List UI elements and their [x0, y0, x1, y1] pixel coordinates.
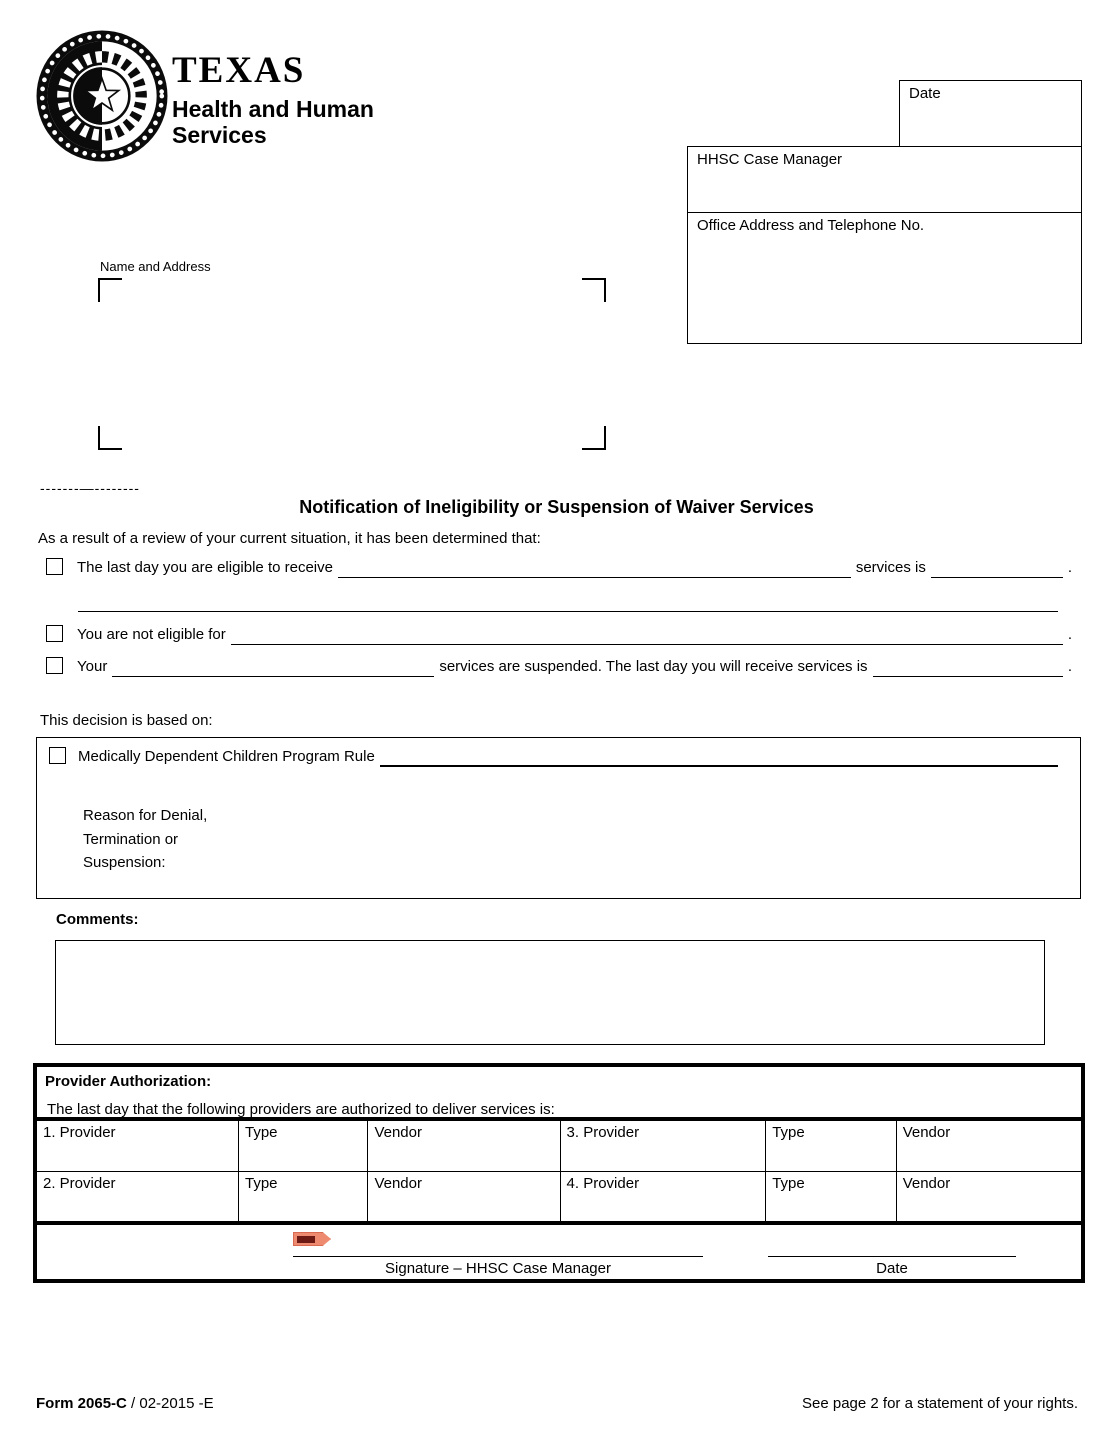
period-text: . — [1067, 626, 1072, 643]
provider-1-cell[interactable]: 1. Provider — [43, 1124, 116, 1141]
window-corner-mark — [582, 426, 606, 450]
eligibility-pre-text: The last day you are eligible to receive — [77, 559, 333, 576]
signature-date-line[interactable] — [768, 1231, 1016, 1257]
footer-form-number — [36, 1395, 214, 1412]
decision-heading: This decision is based on: — [40, 712, 213, 729]
signature-date-group — [768, 1231, 1016, 1277]
signature-date-label: Date — [876, 1260, 908, 1277]
brand-line1: Health and Human — [172, 96, 374, 122]
name-address-label: Name and Address — [100, 259, 211, 274]
footer-rights-note: See page 2 for a statement of your rights. — [802, 1395, 1078, 1412]
brand-line2: Services — [172, 122, 267, 148]
option-not-eligible-row — [46, 623, 1072, 645]
signature-label: Signature – HHSC Case Manager — [385, 1260, 611, 1277]
date-box[interactable] — [899, 80, 1082, 146]
texas-hhs-seal-icon — [36, 30, 168, 162]
provider-4-vendor-cell[interactable]: Vendor — [896, 1171, 1081, 1223]
provider-4-cell[interactable]: 4. Provider — [560, 1171, 766, 1223]
option-suspended-row — [46, 655, 1072, 677]
footer-form-id: Form 2065-C — [36, 1395, 127, 1412]
mdcp-rule-row — [49, 745, 1080, 767]
provider-authorization-box — [33, 1063, 1085, 1283]
name-address-window[interactable] — [98, 278, 606, 450]
brand-block — [172, 52, 374, 148]
comments-label: Comments: — [56, 911, 139, 928]
signature-line[interactable] — [293, 1231, 703, 1257]
form-title: Notification of Ineligibility or Suspension of Waiver Services — [299, 497, 814, 517]
intro-text: As a result of a review of your current situation, it has been determined that: — [38, 530, 541, 547]
provider-table — [37, 1117, 1081, 1225]
period-text: . — [1067, 559, 1072, 576]
brand-texas: TEXAS — [172, 50, 306, 91]
eligibility-mid-text: services is — [855, 559, 926, 576]
provider-2-cell[interactable]: 2. Provider — [37, 1171, 238, 1223]
provider-4-type-cell[interactable]: Type — [766, 1171, 897, 1223]
window-corner-mark — [98, 278, 122, 302]
office-address-label: Office Address and Telephone No. — [697, 217, 925, 234]
office-address-box[interactable] — [687, 213, 1082, 344]
signature-group — [293, 1231, 703, 1277]
not-eligible-service-field[interactable] — [231, 623, 1063, 645]
reason-label — [83, 804, 207, 875]
reason-line: Reason for Denial, — [83, 807, 208, 824]
provider-last-day-text: The last day that the following providers are authorized to deliver services is: — [47, 1101, 555, 1118]
suspended-pre-text: Your — [77, 658, 108, 675]
suspended-checkbox[interactable] — [46, 657, 63, 674]
footer-form-revision: / 02-2015 -E — [126, 1395, 214, 1412]
eligibility-service-field[interactable] — [338, 556, 851, 578]
provider-3-vendor-cell[interactable]: Vendor — [896, 1119, 1081, 1171]
comments-box[interactable] — [55, 940, 1045, 1045]
provider-1-type-cell[interactable]: Type — [238, 1119, 367, 1171]
eligibility-date-field[interactable] — [931, 556, 1063, 578]
date-box-label: Date — [909, 85, 941, 102]
window-corner-mark — [582, 278, 606, 302]
reason-line: Termination or — [83, 830, 179, 848]
not-eligible-pre-text: You are not eligible for — [77, 626, 226, 643]
eligibility-last-day-checkbox[interactable] — [46, 558, 63, 575]
option-eligibility-row — [46, 556, 1072, 578]
decision-basis-box — [36, 737, 1081, 899]
signature-area — [37, 1231, 1081, 1279]
window-corner-mark — [98, 426, 122, 450]
suspended-service-field[interactable] — [112, 655, 434, 677]
provider-2-vendor-cell[interactable]: Vendor — [368, 1171, 560, 1223]
not-eligible-checkbox[interactable] — [46, 625, 63, 642]
provider-auth-heading: Provider Authorization: — [45, 1073, 212, 1090]
case-manager-box[interactable] — [687, 146, 1082, 213]
case-manager-label: HHSC Case Manager — [697, 151, 843, 168]
reason-line: Suspension: — [83, 854, 166, 871]
mdcp-rule-checkbox[interactable] — [49, 747, 66, 764]
provider-2-type-cell[interactable]: Type — [238, 1171, 367, 1223]
separator-dashes: -------—-------- — [40, 480, 140, 496]
period-text: . — [1067, 658, 1072, 675]
provider-3-cell[interactable]: 3. Provider — [560, 1119, 766, 1171]
suspended-date-field[interactable] — [873, 655, 1063, 677]
suspended-mid-text: services are suspended. The last day you will receive services is — [439, 658, 868, 675]
eligibility-continuation-field[interactable] — [78, 596, 1058, 612]
mdcp-rule-field[interactable] — [380, 745, 1058, 767]
provider-3-type-cell[interactable]: Type — [766, 1119, 897, 1171]
mdcp-rule-label: Medically Dependent Children Program Rule — [78, 748, 375, 765]
provider-1-vendor-cell[interactable]: Vendor — [368, 1119, 560, 1171]
